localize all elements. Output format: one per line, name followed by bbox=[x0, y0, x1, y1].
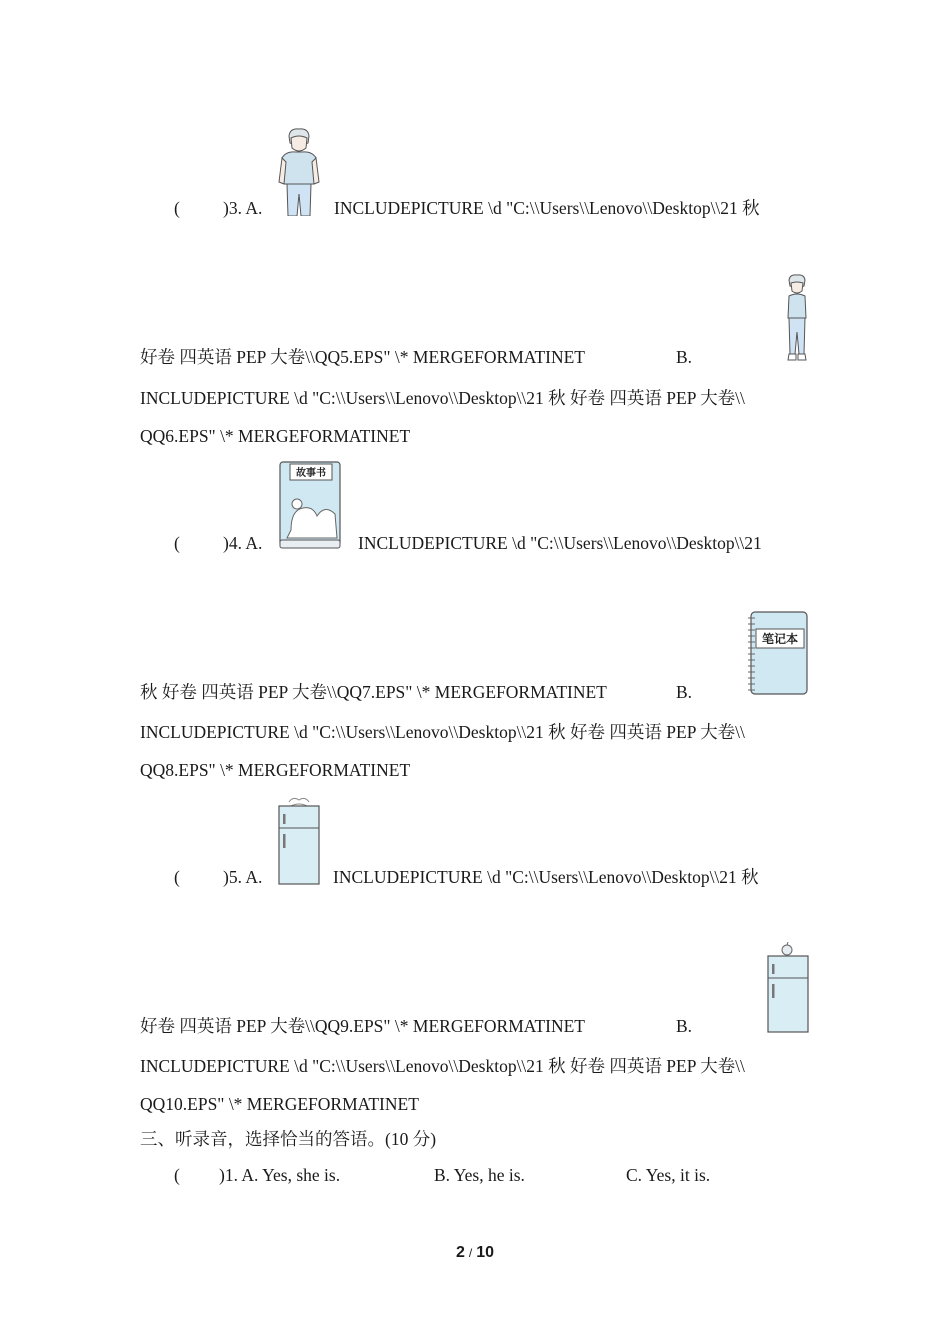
page-separator: / bbox=[468, 1246, 473, 1260]
option-b-text-line2: QQ6.EPS" \* MERGEFORMATINET bbox=[140, 426, 411, 446]
fridge-with-apple-image bbox=[766, 942, 810, 1034]
option-a-text-line2: 秋 好卷 四英语 PEP 大卷\\QQ7.EPS" \* MERGEFORMATINET bbox=[140, 682, 607, 702]
option-b-text-line2: QQ10.EPS" \* MERGEFORMATINET bbox=[140, 1094, 419, 1114]
question-number: )4. A. bbox=[223, 533, 263, 553]
option-b-text-line1: INCLUDEPICTURE \d "C:\\Users\\Lenovo\\Desktop\\21 秋 好卷 四英语 PEP 大卷\\ bbox=[140, 388, 745, 408]
fridge-image bbox=[277, 794, 321, 886]
notebook-title: 笔记本 bbox=[761, 632, 799, 646]
short-boy-image bbox=[784, 274, 810, 366]
option-b-label: B. bbox=[676, 682, 693, 702]
question-1-option-c: C. Yes, it is. bbox=[626, 1165, 711, 1185]
question-1-option-a: )1. A. Yes, she is. bbox=[219, 1165, 341, 1185]
option-a-text-line2: 好卷 四英语 PEP 大卷\\QQ9.EPS" \* MERGEFORMATINET bbox=[140, 1016, 586, 1036]
story-book-image bbox=[277, 460, 343, 550]
option-b-text-line1: INCLUDEPICTURE \d "C:\\Users\\Lenovo\\Desktop\\21 秋 好卷 四英语 PEP 大卷\\ bbox=[140, 1056, 745, 1076]
option-b-label: B. bbox=[676, 347, 693, 367]
option-a-text-line1: INCLUDEPICTURE \d "C:\\Users\\Lenovo\\Desktop\\21 秋 bbox=[334, 198, 760, 218]
section-heading: 三、听录音，选择恰当的答语。(10 分) bbox=[140, 1129, 437, 1149]
question-number: )5. A. bbox=[223, 867, 263, 887]
total-pages: 10 bbox=[476, 1244, 495, 1261]
option-b-label: B. bbox=[676, 1016, 693, 1036]
option-b-text-line2: QQ8.EPS" \* MERGEFORMATINET bbox=[140, 760, 411, 780]
option-b-text-line1: INCLUDEPICTURE \d "C:\\Users\\Lenovo\\Desktop\\21 秋 好卷 四英语 PEP 大卷\\ bbox=[140, 722, 745, 742]
notebook-image bbox=[747, 610, 809, 696]
answer-paren: ( bbox=[174, 867, 180, 887]
option-a-text-line2: 好卷 四英语 PEP 大卷\\QQ5.EPS" \* MERGEFORMATINET bbox=[140, 347, 586, 367]
book-title: 故事书 bbox=[296, 468, 326, 479]
question-1-option-b: B. Yes, he is. bbox=[434, 1165, 525, 1185]
option-a-text-line1: INCLUDEPICTURE \d "C:\\Users\\Lenovo\\Desktop\\21 秋 bbox=[333, 867, 759, 887]
current-page: 2 bbox=[455, 1244, 465, 1261]
answer-paren: ( bbox=[174, 1165, 180, 1185]
tall-man-image bbox=[276, 126, 322, 216]
option-a-text-line1: INCLUDEPICTURE \d "C:\\Users\\Lenovo\\Desktop\\21 bbox=[358, 533, 762, 553]
answer-paren: ( bbox=[174, 533, 180, 553]
question-number: )3. A. bbox=[223, 198, 263, 218]
answer-paren: ( bbox=[174, 198, 180, 218]
page-number bbox=[0, 1245, 950, 1261]
